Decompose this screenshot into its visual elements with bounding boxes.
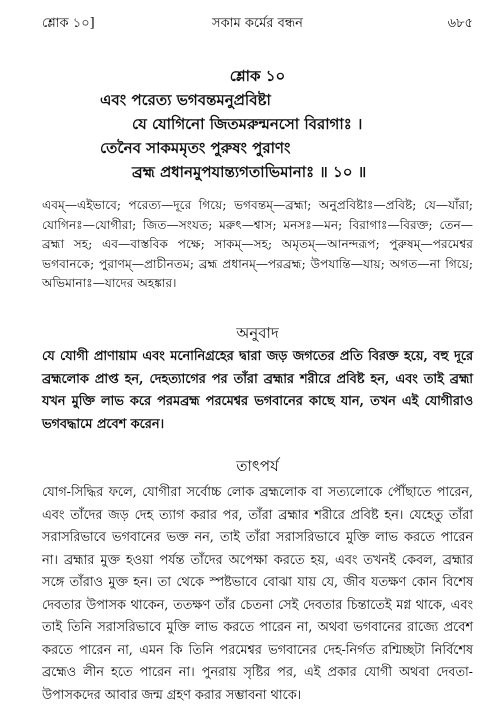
purport-text: যোগ-সিদ্ধির ফলে, যোগীরা সর্বোচ্চ লোক ব্রহ্মলোক বা সত্যলোকে পৌঁছাতে পারেন, এবং তাঁদের জড় দেহ ত্যাগ করার পর, তাঁরা ব্রহ্মার শরীরে প্রবিষ্ট হন। যেহেতু তাঁরা সরাসরিভাবে ভগবানের ভক্ত নন, তাই তাঁরা সরাসরিভাবে মুক্তি লাভ করতে পারেন না। ব্রহ্মার মুক্ত হওয়া পর্যন্ত তাঁদের অপেক্ষা করতে হয়, এবং তখনই কেবল, ব্রহ্মার সঙ্গে তাঁরাও মুক্ত হন। তা থেকে স্পষ্টভাবে বোঝা যায় যে, জীব যতক্ষণ কোন বিশেষ দেবতার উপাসক থাকেন, ততক্ষণ তাঁর চেতনা সেই দেবতার চিন্তাতেই মগ্ন থাকে, এবং তাই তিনি সরাসরিভাবে মুক্তি লাভ করতে পারেন না, অথবা ভগবানের রাজ্যে প্রবেশ করতে পারেন না, এমন কি তিনি পরমেশ্বর ভগবানের দেহ-নির্গত রশ্মিচ্ছটা নির্বিশেষ ব্রহ্মেও লীন হতে পারেন না। পুনরায় সৃষ্টির পর, এই প্রকার যোগী অথবা দেবতা-উপাসকদের আবার জন্ম গ্রহণ করার সম্ভাবনা থাকে।: [42, 485, 473, 703]
verse-block: [42, 64, 473, 184]
verse-title: শ্লোক ১০: [229, 67, 286, 85]
verse-line-1: এবং পরেত্য ভগবন্তমনুপ্রবিষ্টা: [100, 91, 271, 109]
purport-heading: তাৎপর্য: [236, 457, 279, 475]
verse-line-3: তেনৈব সাকমমৃতং পুরুষং পুরাণং: [100, 139, 291, 157]
translation-text: যে যোগী প্রাণায়াম এবং মনোনিগ্রহের দ্বারা জড় জগতের প্রতি বিরক্ত হয়ে, বহু দূরে ব্রহ্মলোক প্রাপ্ত হন, দেহত্যাগের পর তাঁরা ব্রহ্মার শরীরে প্রবিষ্ট হন, এবং তাই ব্রহ্মা যখন মুক্তি লাভ করে পরমব্রহ্ম পরমেশ্বর ভগবানের কাছে যান, তখন এই যোগীরাও ভগবদ্ধামে প্রবেশ করেন।: [42, 349, 473, 432]
page-number: ৬৮৫: [447, 16, 473, 31]
verse-line-4: ব্রহ্ম প্রধানমুপযান্ত্যগতাভিমানাঃ ॥ ১০ ॥: [132, 163, 367, 181]
word-for-word-synonyms: এবম্—এইভাবে; পরেত্য—দূরে গিয়ে; ভগবন্তম্—ব্রহ্মা; অনুপ্রবিষ্টাঃ—প্রবিষ্ট; যে—যাঁরা; যোগিনঃ—যোগীরা; জিত—সংযত; মরুৎ—শ্বাস; মনসঃ—মন; বিরাগাঃ—বিরক্ত; তেন—ব্রহ্মা সহ; এব—বাস্তবিক পক্ষে; সাকম্—সহ; অমৃতম্—আনন্দরূপ; পুরুষম্—পরমেশ্বর ভগবানকে; পুরাণম্—প্রাচীনতম; ব্রহ্ম প্রধানম্—পরব্রহ্ম; উপযান্তি—যায়; অগত—না গিয়ে; অভিমানাঃ—যাদের অহঙ্কার।: [42, 198, 473, 290]
page-header: [42, 14, 473, 36]
running-head-title: সকাম কর্মের বন্ধন: [212, 16, 303, 31]
running-head-verse: শ্লোক ১০]: [42, 16, 95, 31]
translation-heading: অনুবাদ: [236, 324, 279, 342]
verse-line-2: যে যোগিনো জিতমরুন্মনসো বিরাগাঃ ।: [132, 115, 363, 133]
